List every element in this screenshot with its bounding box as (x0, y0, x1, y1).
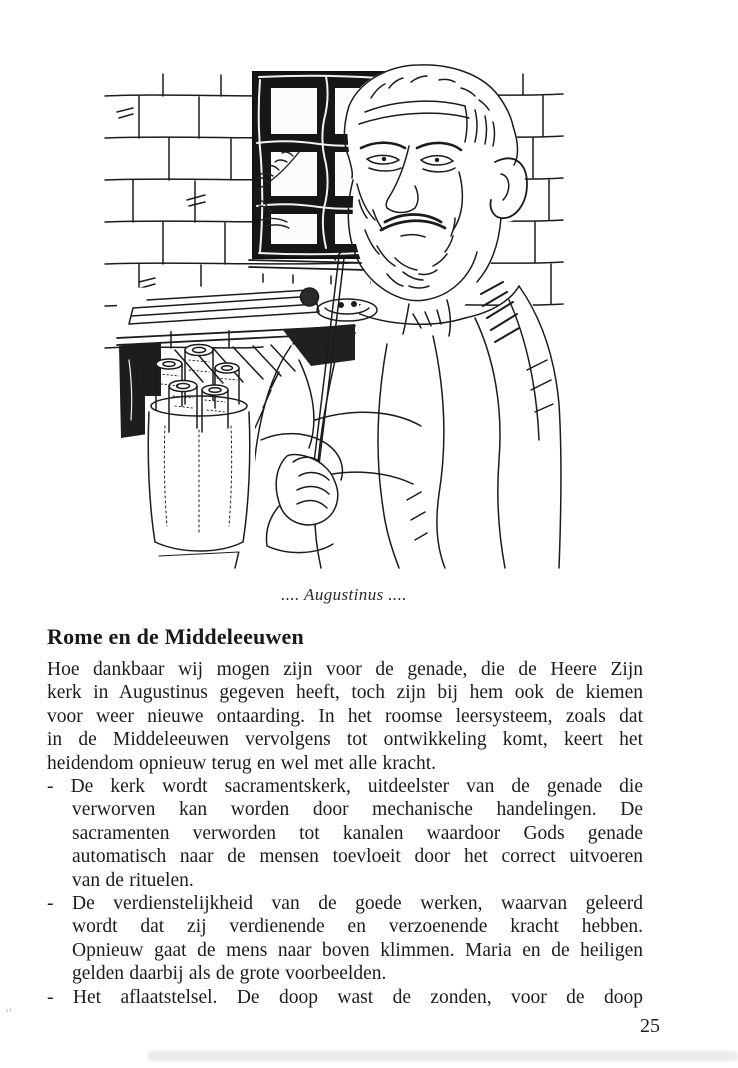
illustration-caption: .... Augustinus .... (281, 585, 407, 604)
text-line: Hoe dankbaar wij mogen zijn voor de genade, die de Heere Zijn (47, 659, 643, 680)
text-line: kerk in Augustinus gegeven heeft, toch zijn bij hem ook de kiemen (47, 682, 643, 704)
body-text (47, 658, 643, 1009)
scan-artifact-mark: '' (4, 1006, 15, 1023)
page-number: 25 (640, 1015, 660, 1037)
bullet-item-aflaatstelsel (47, 986, 643, 1009)
augustinus-illustration (103, 60, 565, 570)
section-heading: Rome en de Middeleeuwen (47, 624, 304, 649)
text-line: - De kerk wordt sacramentskerk, uitdeelster van de genade die (47, 776, 643, 798)
augustinus-drawing (103, 60, 565, 570)
text-line: verworven kan worden door mechanische handelingen. De (72, 799, 643, 821)
scan-edge-shadow (148, 1051, 738, 1061)
text-line: gelden daarbij als de grote voorbeelden. (72, 963, 387, 985)
text-line: - De verdienstelijkheid van de goede werken, waarvan geleerd (47, 893, 643, 915)
bullet-item-goede-werken (47, 892, 643, 986)
text-line: van de rituelen. (72, 869, 194, 891)
text-line: automatisch naar de mensen toevloeit door het correct uitvoeren (72, 846, 643, 868)
text-line: in de Middeleeuwen vervolgens tot ontwikkeling komt, keert het (47, 729, 643, 751)
text-line: wordt dat zij verdienende en verzoenende kracht hebben. (72, 916, 643, 938)
intro-paragraph (47, 658, 643, 775)
text-line: sacramenten verworden tot kanalen waardoor Gods genade (72, 822, 643, 844)
text-line: heidendom opnieuw terug en wel met alle kracht. (47, 752, 437, 774)
text-line: Opnieuw gaat de mens naar boven klimmen. Maria en de heiligen (72, 939, 643, 961)
text-line: voor weer nieuwe ontaarding. In het roomse leersysteem, zoals dat (47, 705, 643, 727)
text-line: - Het aflaatstelsel. De doop wast de zonden, voor de doop (47, 986, 643, 1008)
bullet-item-sacramentskerk (47, 775, 643, 892)
